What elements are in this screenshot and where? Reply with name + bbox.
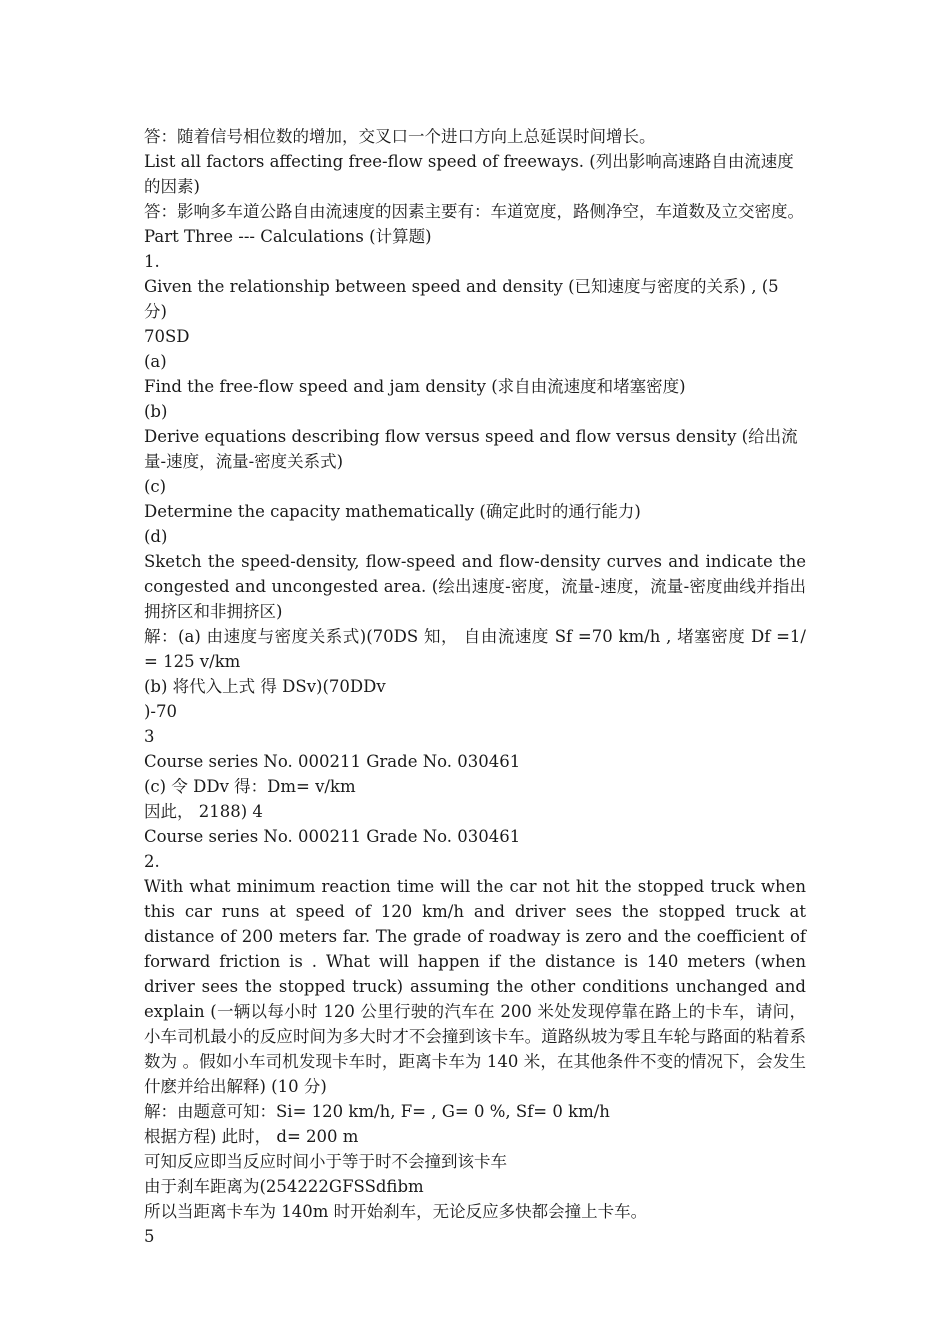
part-c-text: Determine the capacity mathematically (确定此时的通行能力)	[144, 502, 641, 521]
course-series-line: Course series No. 000211 Grade No. 030461	[144, 752, 521, 771]
page-number-5: 5	[144, 1227, 155, 1246]
section-heading-calculations: Part Three --- Calculations (计算题)	[144, 227, 432, 246]
solution-c: (c) 令 DDv 得：Dm= v/km	[144, 777, 356, 796]
part-a-text: Find the free-flow speed and jam density (求自由流速度和堵塞密度)	[144, 377, 686, 396]
answer-line-signal-phases: 答：随着信号相位数的增加，交叉口一个进口方向上总延误时间增长。	[144, 127, 656, 146]
problem-2-statement: With what minimum reaction time will the car not hit the stopped truck when this car runs at speed of 120 km/h and driver sees the stopped truck at distance of 200 meters far. The grade of roadway is zero and the coefficient of forward friction is . What will happen if the distance is 140 meters (when driver sees the stopped truck) assuming the other conditions unchanged and explain (一辆以每小时 120 公里行驶的汽车在 200 米处发现停靠在路上的卡车，请问， 小车司机最小的反应时间为多大时才不会撞到该卡车。道路纵坡为零且车轮与路面的粘着系数为 。假如小车司机发现卡车时，距离卡车为 140 米，在其他条件不变的情况下，会发生什麽并给出解释) (10 分)	[144, 877, 806, 1096]
problem-1-statement: Given the relationship between speed and density (已知速度与密度的关系) , (5 分)	[144, 277, 779, 321]
part-a-label: (a)	[144, 352, 167, 371]
part-c-label: (c)	[144, 477, 167, 496]
solution-b: (b) 将代入上式 得 DSv)(70DDv	[144, 677, 386, 696]
problem-2-solution-braking: 由于刹车距离为(254222GFSSdfibm	[144, 1177, 424, 1196]
solution-therefore: 因此， 2188) 4	[144, 802, 263, 821]
part-b-label: (b)	[144, 402, 168, 421]
part-b-text: Derive equations describing flow versus speed and flow versus density (给出流量-速度，流量-密度关系式)	[144, 427, 798, 471]
problem-1-equation: 70SD	[144, 327, 190, 346]
document-page	[144, 124, 806, 1249]
part-d-label: (d)	[144, 527, 168, 546]
problem-2-solution-conclusion: 所以当距离卡车为 140m 时开始刹车，无论反应多快都会撞上卡车。	[144, 1202, 648, 1221]
problem-number-1: 1.	[144, 252, 160, 271]
solution-a: 解：(a) 由速度与密度关系式)(70DS 知， 自由流速度 Sf =70 km/h , 堵塞密度 Df =1/ = 125 v/km	[144, 627, 806, 671]
part-d-text: Sketch the speed-density, flow-speed and flow-density curves and indicate the congested and uncongested area. (绘出速度-密度，流量-速度，流量-密度曲线并指出拥挤区和非拥挤区)	[144, 552, 806, 621]
solution-b-cont: )-70	[144, 702, 178, 721]
answer-free-flow-factors: 答：影响多车道公路自由流速度的因素主要有：车道宽度，路侧净空，车道数及立交密度。	[144, 202, 804, 221]
problem-2-solution-reaction: 可知反应即当反应时间小于等于时不会撞到该卡车	[144, 1152, 507, 1171]
problem-2-solution-given: 解：由题意可知：Si= 120 km/h, F= , G= 0 %, Sf= 0 km/h	[144, 1102, 610, 1121]
course-series-line-2: Course series No. 000211 Grade No. 030461	[144, 827, 521, 846]
problem-2-solution-distance: 根据方程) 此时， d= 200 m	[144, 1127, 359, 1146]
problem-number-2: 2.	[144, 852, 160, 871]
page-number-3: 3	[144, 727, 155, 746]
question-free-flow-factors: List all factors affecting free-flow speed of freeways. (列出影响高速路自由流速度的因素)	[144, 152, 794, 196]
